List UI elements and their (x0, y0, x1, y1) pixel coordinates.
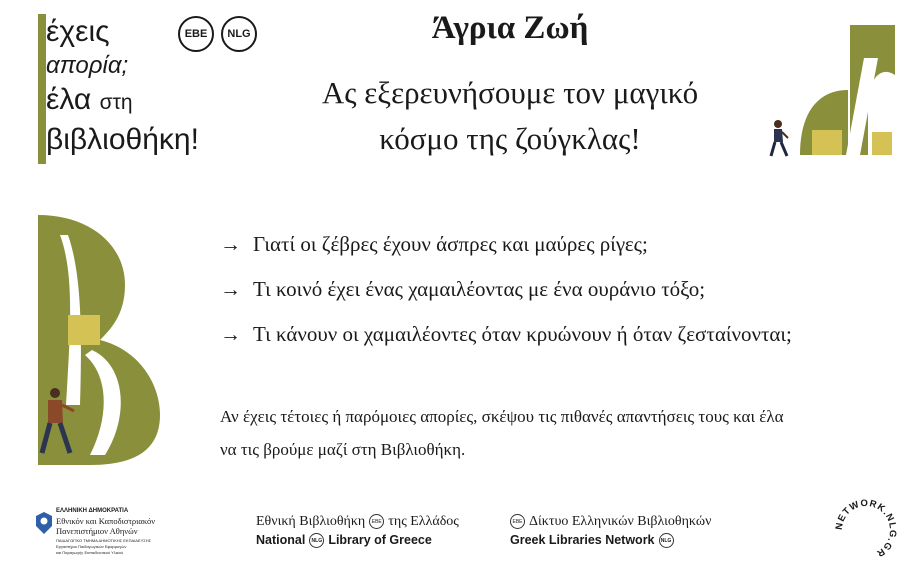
question-text: Τι κοινό έχει ένας χαμαιλέοντας με ένα ουράνιο τόξο; (253, 277, 706, 301)
uoa-line-2: Εθνικόν και Καποδιστριακόν (56, 516, 156, 526)
question-1 (220, 232, 648, 257)
slogan-accent-bar (38, 14, 46, 164)
page-title: Άγρια Ζωή (431, 10, 589, 46)
nlg-logo (256, 514, 496, 548)
slogan-line-2: απορία; (46, 52, 129, 79)
paragraph-line-1: Αν έχεις τέτοιες ή παρόμοιες απορίες, σκέψου τις πιθανές απαντήσεις τους και έλα (220, 407, 784, 426)
network-english-name (510, 533, 760, 548)
nlg-greek-name (256, 514, 496, 530)
ebe-small-badge: EBE (510, 514, 525, 529)
subtitle-line-2: κόσμο της ζούγκλας! (379, 121, 641, 156)
page-subtitle (260, 70, 760, 162)
paragraph-line-2: να τις βρούμε μαζί στη Βιβλιοθήκη. (220, 440, 466, 459)
uoa-line-5: Εργαστήριο Παιδαγωγικών Εφαρμογών (56, 544, 127, 549)
walking-figure-icon (771, 120, 788, 156)
slogan-line-3-small: στη (99, 91, 133, 114)
decorative-letter-left (30, 215, 165, 465)
question-2 (220, 277, 705, 302)
uoa-line-1: ΕΛΛΗΝΙΚΗ ΔΗΜΟΚΡΑΤΙΑ (56, 508, 129, 514)
network-greek-name (510, 514, 760, 530)
ebe-badge: EBE (178, 16, 214, 52)
subtitle-line-1: Ας εξερευνήσουμε τον μαγικό (321, 75, 699, 110)
invitation-paragraph (220, 400, 880, 466)
nlg-greek-part2: της Ελλάδος (388, 514, 459, 529)
ebe-small-badge: EBE (369, 514, 384, 529)
slogan-line-3 (46, 82, 133, 121)
network-greek-text: Δίκτυο Ελληνικών Βιβλιοθηκών (529, 514, 712, 529)
nlg-english-name (256, 533, 496, 548)
arrow-icon: → (220, 322, 241, 346)
svg-text:NETWORK.NLG.GR (834, 498, 898, 559)
uoa-line-4: ΠΑΙΔΑΓΩΓΙΚΟ ΤΜΗΜΑ ΔΗΜΟΤΙΚΗΣ ΕΚΠΑΙΔΕΥΣΗΣ (56, 538, 152, 543)
network-logo (510, 514, 760, 548)
nlg-english-part1: National (256, 533, 306, 547)
uoa-line-3: Πανεπιστήμιον Αθηνών (56, 526, 138, 536)
question-text: Γιατί οι ζέβρες έχουν άσπρες και μαύρες ρίγες; (253, 232, 648, 256)
question-3 (220, 322, 792, 347)
decorative-letter-right (760, 20, 900, 160)
slogan-line-3-main: έλα (46, 83, 92, 116)
nlg-small-badge: NLG (309, 533, 324, 548)
slogan-line-4: βιβλιοθήκη! (46, 123, 199, 156)
nlg-greek-part1: Εθνική Βιβλιοθήκη (256, 514, 366, 529)
uoa-line-6: και Παραγωγής Εκπαιδευτικού Υλικού (56, 550, 123, 555)
network-circle-logo (832, 496, 900, 564)
arrow-icon: → (220, 232, 241, 256)
nlg-small-badge: NLG (659, 533, 674, 548)
nlg-badge: NLG (221, 16, 257, 52)
network-circle-text: NETWORK.NLG.GR (833, 497, 899, 560)
nlg-english-part2: Library of Greece (328, 533, 432, 547)
arrow-icon: → (220, 277, 241, 301)
slogan-line-1: έχεις (46, 15, 110, 48)
network-english-text: Greek Libraries Network (510, 533, 655, 547)
university-crest-icon (36, 512, 52, 534)
question-text: Τι κάνουν οι χαμαιλέοντες όταν κρυώνουν ή όταν ζεσταίνονται; (253, 322, 792, 346)
